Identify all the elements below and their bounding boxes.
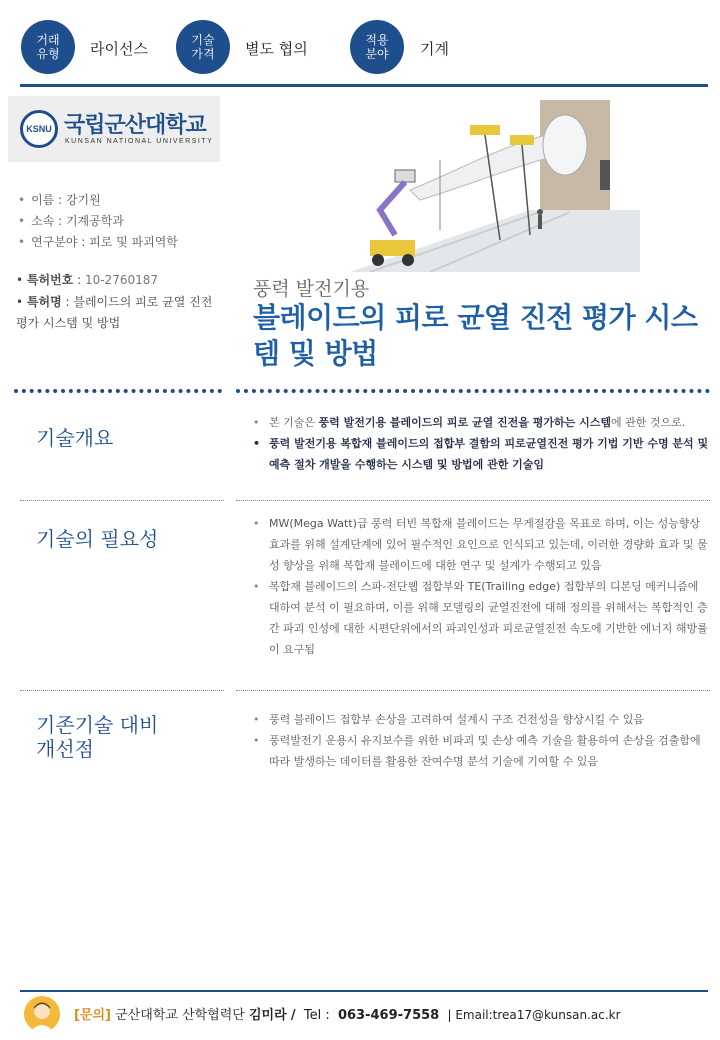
right-dotted-divider xyxy=(236,389,710,393)
overview-label: 기술개요 xyxy=(36,426,114,450)
university-name-kr: 국립군산대학교 xyxy=(64,113,206,138)
university-seal-icon: KSNU xyxy=(20,110,58,148)
necessity-item-1: • MW(Mega Watt)급 풍력 터빈 복합재 블레이드는 무게절감을 목표로 하며, 이는 성능향상 효과를 위해 설계단계에 있어 필수적인 요인으로 인식되고 있는데, 이러한 경량화 효과 및 물성 향상을 위해 복합재 블레이드에 대한 연구 및 설계가 수행되고 있음 xyxy=(253,513,709,576)
header-divider xyxy=(20,84,708,87)
improvement-body xyxy=(253,709,709,772)
footer-divider xyxy=(20,990,708,992)
left-dotted-divider xyxy=(14,389,222,393)
title-subtitle: 풍력 발전기용 xyxy=(253,278,370,300)
necessity-item-2: • 복합재 블레이드의 스파-전단웹 접합부와 TE(Trailing edge) 접합부의 디본딩 메커니즘에 대하여 분석 이 필요하며, 이를 위해 모델링의 균열진전에 대해 정의를 위해서는 복합적인 층간 파괴 인성에 대한 시편단위에서의 파괴인성과 피로균열진전 속도에 기반한 에너지 해방률이 요구됨 xyxy=(253,576,709,660)
researcher-name: • 이름 : 강기원 xyxy=(18,193,101,207)
deal-type-badge: 거래 유형 xyxy=(21,20,75,74)
person-icon xyxy=(24,996,60,1032)
overview-divider-right xyxy=(236,500,710,501)
necessity-divider-right xyxy=(236,690,710,691)
necessity-label: 기술의 필요성 xyxy=(36,527,159,551)
researcher-field: • 연구분야 : 피로 및 파괴역학 xyxy=(18,235,178,249)
tech-price-badge: 기술 가격 xyxy=(176,20,230,74)
patent-number: • 특허번호 : 10-2760187 xyxy=(16,273,158,287)
footer-email[interactable]: | Email:trea17@kunsan.ac.kr xyxy=(447,1008,621,1022)
necessity-divider-left xyxy=(20,690,224,691)
researcher-dept: • 소속 : 기계공학과 xyxy=(18,214,124,228)
university-logo xyxy=(8,96,220,162)
contact-avatar xyxy=(24,996,60,1032)
application-field-value: 기계 xyxy=(420,40,449,58)
deal-type-value: 라이선스 xyxy=(90,40,148,58)
overview-item-2: • 풍력 발전기용 복합재 블레이드의 접합부 결함의 피로균열진전 평가 기법 기반 수명 분석 및 예측 절차 개발을 수행하는 시스템 및 방법에 관한 기술임 xyxy=(253,433,709,475)
improvement-label: 기존기술 대비 개선점 xyxy=(36,713,159,761)
improvement-item-2: • 풍력발전기 운용시 유지보수를 위한 비파괴 및 손상 예측 기술을 활용하여 손상을 검출함에 따라 발생하는 데이터를 활용한 잔여수명 분석 기술에 기여할 수 있음 xyxy=(253,730,709,772)
page-title: 블레이드의 피로 균열 진전 평가 시스템 및 방법 xyxy=(253,301,698,370)
wind-blade-test-illustration xyxy=(340,100,640,272)
university-name-en: KUNSAN NATIONAL UNIVERSITY xyxy=(65,138,214,145)
overview-body xyxy=(253,412,709,475)
application-field-badge: 적용 분야 xyxy=(350,20,404,74)
necessity-body xyxy=(253,513,709,660)
footer-contact: [문의] 군산대학교 산학협력단 김미라 / Tel : 063-469-7558 | Email:trea17@kunsan.ac.kr xyxy=(74,1008,621,1023)
overview-divider-left xyxy=(20,500,224,501)
tech-price-value: 별도 협의 xyxy=(245,40,308,58)
improvement-item-1: • 풍력 블레이드 접합부 손상을 고려하여 설계시 구조 건전성을 향상시킬 수 있음 xyxy=(253,709,709,730)
patent-name: • 특허명 : 블레이드의 피로 균열 진전 평가 시스템 및 방법 xyxy=(16,295,213,330)
overview-item-1: • 본 기술은 풍력 발전기용 블레이드의 피로 균열 진전을 평가하는 시스템에 관한 것으로. xyxy=(253,412,709,433)
